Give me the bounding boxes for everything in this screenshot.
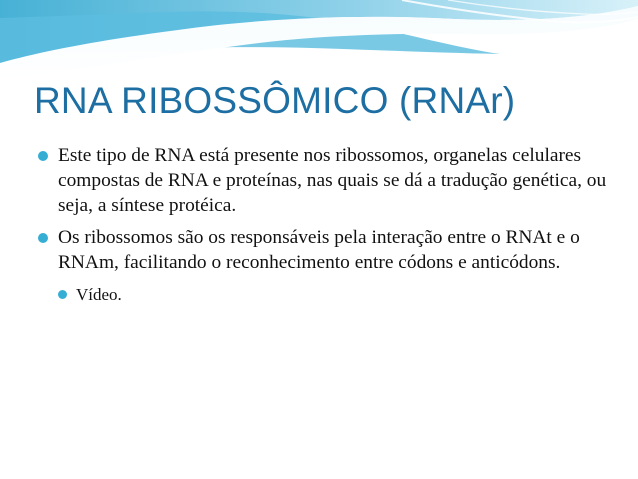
slide-content: [38, 143, 618, 306]
decorative-wave-header: [0, 0, 638, 80]
bullet-item: [38, 225, 618, 275]
sub-bullet-item: [58, 283, 618, 306]
bullet-marker-icon: [38, 151, 48, 161]
bullet-marker-icon: [58, 290, 67, 299]
sub-bullet-text: Vídeo.: [76, 285, 122, 304]
bullet-marker-icon: [38, 233, 48, 243]
slide-title: RNA RIBOSSÔMICO (RNAr): [34, 80, 516, 121]
bullet-text: Os ribossomos são os responsáveis pela interação entre o RNAt e o RNAm, facilitando o reconhecimento entre códons e anticódons.: [58, 227, 580, 273]
bullet-item: [38, 143, 618, 218]
bullet-text: Este tipo de RNA está presente nos ribossomos, organelas celulares compostas de RNA e proteínas, nas quais se dá a tradução genética, ou seja, a síntese protéica.: [58, 145, 607, 216]
